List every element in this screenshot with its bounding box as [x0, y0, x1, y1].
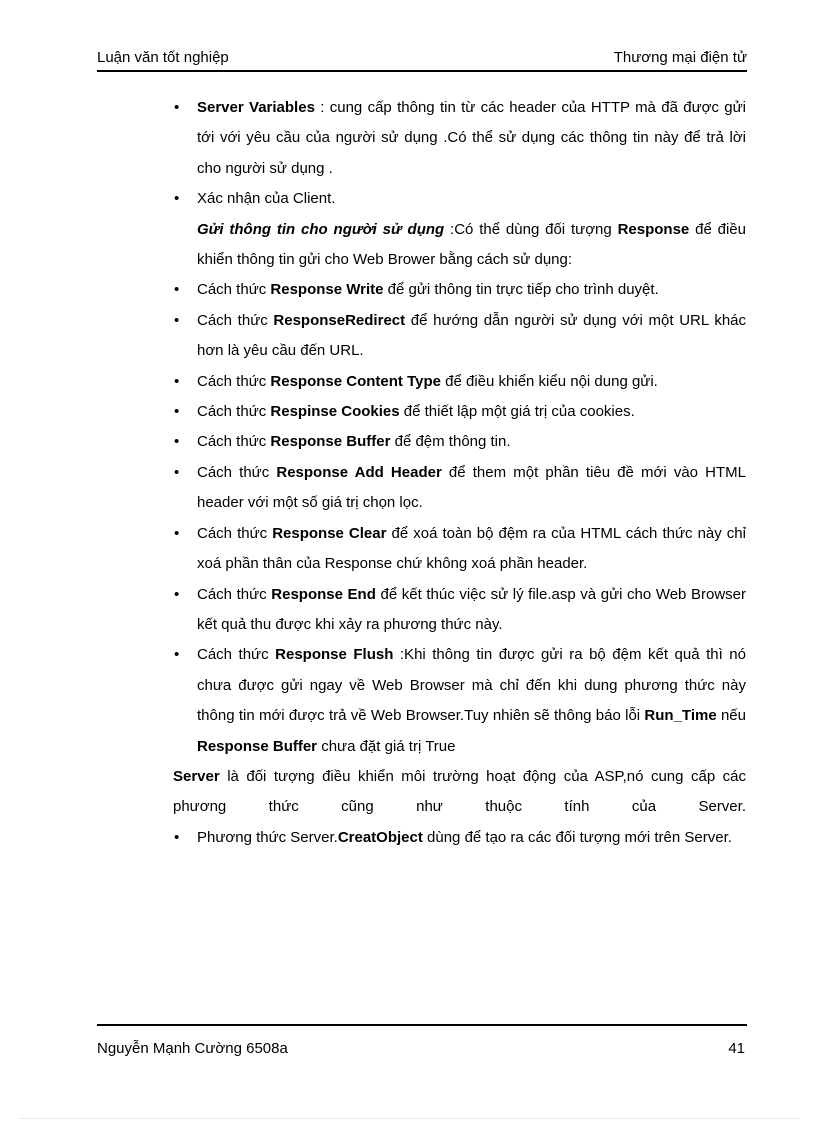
bullet-item: [173, 397, 746, 427]
text-run: để đệm thông tin.: [390, 433, 511, 451]
text-run: để điều khiển kiểu nội dung gửi.: [440, 372, 658, 390]
footer-author: Nguyễn Mạnh Cường 6508a: [97, 1040, 288, 1057]
text-run: : cung cấp thông tin từ các header của HTTP mà đã được gửi tới với yêu cầu của người sử dụng .Có thể sử dụng các thông tin này để trả lời cho người sử dụng .: [197, 99, 746, 177]
emphasis-run: Response Clear: [272, 524, 387, 542]
emphasis-run: Response End: [271, 585, 376, 603]
text-run: Cách thức: [197, 403, 271, 421]
text-run: Cách thức: [197, 463, 277, 481]
page-number: 41: [728, 1040, 745, 1057]
emphasis-run: Server: [173, 767, 220, 785]
emphasis-run: Response: [617, 220, 690, 238]
page-bottom-dotted-edge: [20, 1118, 800, 1119]
page-header: [97, 48, 747, 72]
emphasis-run: Server Variables: [197, 99, 315, 116]
emphasis-run: Response Flush: [275, 646, 394, 664]
text-run: để gửi thông tin trực tiếp cho trình duyệt.: [383, 281, 659, 299]
text-run: để thiết lập một giá trị của cookies.: [399, 403, 635, 421]
text-run: nếu: [716, 707, 746, 725]
emphasis-run: Response Write: [270, 281, 384, 299]
document-body: [173, 93, 746, 853]
bullet-item: [173, 93, 746, 184]
bullet-item: [173, 519, 746, 580]
bullet-item: [173, 275, 746, 305]
text-run: Xác nhận của Client.: [197, 190, 336, 208]
emphasis-run: ResponseRedirect: [273, 311, 406, 329]
paragraph: [173, 215, 746, 276]
text-run: chưa đặt giá trị True: [317, 737, 456, 755]
footer-divider: [97, 1024, 747, 1026]
header-thesis-label: Luận văn tốt nghiệp: [97, 49, 229, 66]
emphasis-run: Response Buffer: [197, 737, 318, 755]
bullet-item: [173, 367, 746, 397]
bullet-item: [173, 823, 746, 853]
emphasis-run: Run_Time: [644, 707, 717, 725]
bullet-item: [173, 427, 746, 457]
text-run: để hướng dẫn người sử dụng với một URL khác hơn là yêu cầu đến URL.: [197, 311, 747, 360]
text-run: Cách thức: [197, 372, 271, 390]
text-run: Phương thức Server.: [197, 828, 338, 846]
text-run: Cách thức: [197, 524, 273, 542]
emphasis-run: Response Content Type: [270, 372, 441, 390]
text-run: để them một phần tiêu đề mới vào HTML header với một số giá trị chọn lọc.: [197, 463, 747, 512]
text-run: để xoá toàn bộ đệm ra của HTML cách thức này chỉ xoá phần thân của Response chứ không xoá phần header.: [197, 524, 746, 573]
emphasis-run: Response Buffer: [270, 433, 391, 451]
bullet-item: [173, 306, 746, 367]
text-run: Cách thức: [197, 646, 276, 664]
text-run: để điều khiển thông tin gửi cho Web Brower bằng cách sử dụng:: [197, 220, 746, 269]
text-run: dùng để tạo ra các đối tượng mới trên Server.: [422, 828, 732, 846]
text-run: Cách thức: [197, 281, 271, 299]
text-run: Cách thức: [197, 311, 274, 329]
text-run: :Có thể dùng đối tượng: [444, 220, 618, 238]
emphasis-run: CreatObject: [337, 828, 423, 846]
paragraph: [173, 762, 746, 823]
header-topic-label: Thương mại điện tử: [613, 49, 747, 66]
text-run: để kết thúc việc sử lý file.asp và gửi cho Web Browser kết quả thu được khi xảy ra phương thức này.: [197, 585, 746, 633]
text-run: là đối tượng điều khiển môi trường hoạt động của ASP,nó cung cấp các phương thức cũng như thuộc tính của Server.: [173, 767, 746, 816]
bullet-item: [173, 184, 746, 214]
emphasis-run: Respinse Cookies: [270, 403, 400, 421]
emphasis-run: Response Add Header: [276, 463, 442, 481]
text-run: Cách thức: [197, 433, 271, 451]
emphasis-run: Gửi thông tin cho người sử dụng: [197, 220, 445, 238]
bullet-item: [173, 640, 746, 762]
bullet-item: [173, 458, 746, 519]
text-run: :Khi thông tin được gửi ra bộ đệm kết quả thì nó chưa được gửi ngay về Web Browser mà chỉ đến khi dung phương thức này thông tin mới được trả về Web Browser.Tuy nhiên sẽ thông báo lỗi: [197, 646, 746, 725]
bullet-item: [173, 580, 746, 641]
text-run: Cách thức: [197, 585, 272, 603]
